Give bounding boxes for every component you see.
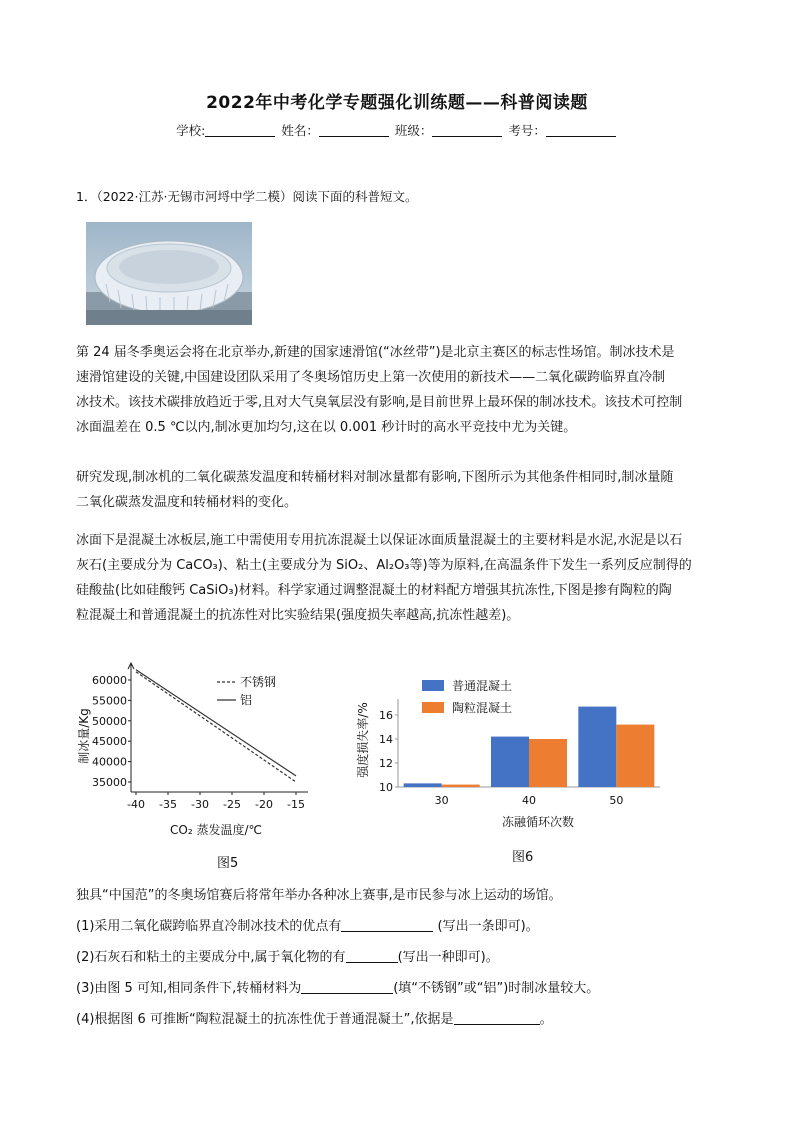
x-tick-label: -20 [255, 798, 273, 811]
exam-no-label: 考号： [508, 123, 546, 138]
closing-sentence: 独具“中国范”的冬奥场馆赛后将常年举办各种冰上赛事,是市民参与冰上运动的场馆。 [76, 888, 562, 903]
page-title: 2022年中考化学专题强化训练题——科普阅读题 [206, 93, 588, 113]
y-axis-title: 强度损失率/% [356, 702, 370, 778]
para3-line2: 灰石(主要成分为 CaCO₃)、粘土(主要成分为 SiO₂、Al₂O₃等)等为原料,在高温条件下发生一系列反应制得的 [76, 558, 692, 573]
y-tick-label: 60000 [92, 674, 127, 687]
figure-6-bar-chart [340, 665, 670, 840]
school-blank[interactable] [205, 124, 275, 137]
x-axis-title: CO₂ 蒸发温度/℃ [170, 823, 262, 837]
sub1-tail: (写出一条即可)。 [433, 919, 539, 934]
bar-ceramsite-50 [616, 725, 654, 787]
answer-blank-3[interactable] [301, 981, 393, 994]
bar-ordinary-30 [404, 783, 442, 787]
name-label: 姓名： [281, 123, 319, 138]
paragraph-1 [76, 340, 718, 440]
y-tick-label: 35000 [92, 776, 127, 789]
y-tick-label: 55000 [92, 694, 127, 708]
sub2-text: (2)石灰石和粘土的主要成分中,属于氧化物的有 [76, 950, 346, 965]
legend-label: 不锈钢 [240, 675, 277, 689]
legend-label: 普通混凝土 [452, 679, 513, 693]
sub-question-4 [76, 1008, 553, 1027]
answer-blank-1[interactable] [341, 919, 433, 932]
figure-5-caption: 图5 [217, 856, 239, 871]
bar-ceramsite-40 [529, 739, 567, 787]
question-intro: 1．（2022·江苏·无锡市河埒中学二模）阅读下面的科普短文。 [76, 189, 418, 204]
x-tick-label: 50 [609, 794, 624, 807]
y-tick-label: 16 [379, 709, 393, 722]
sub1-text: (1)采用二氧化碳跨临界直冷制冰技术的优点有 [76, 919, 342, 934]
student-info-line [0, 121, 794, 139]
sub-question-1 [76, 915, 539, 934]
sub-question-2 [76, 946, 499, 965]
sub-question-3 [76, 977, 599, 996]
school-label: 学校: [176, 123, 206, 138]
class-blank[interactable] [432, 124, 502, 137]
bar-ordinary-50 [578, 707, 616, 787]
y-tick-label: 14 [379, 733, 393, 746]
x-tick-label: -30 [191, 798, 209, 811]
sub4-text: (4)根据图 6 可推断“陶粒混凝土的抗冻性优于普通混凝土”,依据是 [76, 1012, 454, 1027]
y-tick-label: 40000 [92, 755, 127, 769]
x-tick-label: -15 [287, 798, 305, 811]
para3-line3: 硅酸盐(比如硅酸钙 CaSiO₃)材料。科学家通过调整混凝土的材料配方增强其抗冻性,下图是掺有陶粒的陶 [76, 583, 672, 598]
y-tick-label: 45000 [92, 735, 127, 749]
figure-6-caption: 图6 [512, 850, 534, 865]
x-tick-label: 30 [434, 794, 449, 807]
sub4-tail: 。 [539, 1012, 553, 1027]
legend-swatch [422, 680, 444, 691]
sub3-text: (3)由图 5 可知,相同条件下,转桶材料为 [76, 981, 302, 996]
para1-line3: 冰技术。该技术碳排放趋近于零,且对大气臭氧层没有影响,是目前世界上最环保的制冰技术。该技术可控制 [76, 395, 683, 410]
paragraph-2 [76, 465, 718, 515]
para1-line4: 冰面温差在 0.5 ℃以内,制冰更加均匀,这在以 0.001 秒计时的高水平竞技中尤为关键。 [76, 420, 577, 435]
para1-line1: 第 24 届冬季奥运会将在北京举办,新建的国家速滑馆(“冰丝带”)是北京主赛区的标志性场馆。制冰技术是 [76, 345, 675, 360]
legend-label: 铝 [240, 693, 253, 707]
paragraph-3 [76, 528, 718, 628]
y-axis-title: 制冰量/Kg [77, 708, 91, 764]
bar-ceramsite-30 [442, 785, 480, 787]
y-tick-label: 12 [379, 757, 393, 770]
class-label: 班级： [394, 123, 433, 138]
answer-blank-2[interactable] [346, 950, 398, 963]
x-tick-label: 40 [522, 794, 536, 807]
name-blank[interactable] [319, 124, 389, 137]
bar-ordinary-40 [491, 737, 529, 787]
legend-label: 陶粒混凝土 [452, 701, 513, 715]
sub3-tail: (填“不锈钢”或“铝”)时制冰量较大。 [393, 981, 600, 996]
para2-line2: 二氧化碳蒸发温度和转桶材料的变化。 [76, 495, 298, 510]
x-tick-label: -25 [223, 798, 241, 811]
sub2-tail: (写出一种即可)。 [397, 950, 499, 965]
x-axis-title: 冻融循环次数 [501, 815, 575, 829]
y-tick-label: 10 [379, 781, 393, 794]
exam-no-blank[interactable] [546, 124, 616, 137]
para3-line1: 冰面下是混凝土冰板层,施工中需使用专用抗冻混凝土以保证冰面质量混凝土的主要材料是水泥,水泥是以石 [76, 533, 683, 548]
y-tick-label: 50000 [92, 714, 127, 728]
para2-line1: 研究发现,制冰机的二氧化碳蒸发温度和转桶材料对制冰量都有影响,下图所示为其他条件相同时,制冰量随 [76, 470, 674, 485]
figure-5-line-chart [76, 660, 316, 850]
speed-skating-oval-photo [86, 222, 252, 325]
legend-swatch [422, 702, 444, 713]
x-tick-label: -35 [159, 798, 177, 811]
answer-blank-4[interactable] [454, 1012, 540, 1025]
x-tick-label: -40 [127, 798, 145, 811]
para3-line4: 粒混凝土和普通混凝土的抗冻性对比实验结果(强度损失率越高,抗冻性越差)。 [76, 608, 520, 623]
para1-line2: 速滑馆建设的关键,中国建设团队采用了冬奥场馆历史上第一次使用的新技术——二氧化碳跨临界直冷制 [76, 370, 666, 385]
